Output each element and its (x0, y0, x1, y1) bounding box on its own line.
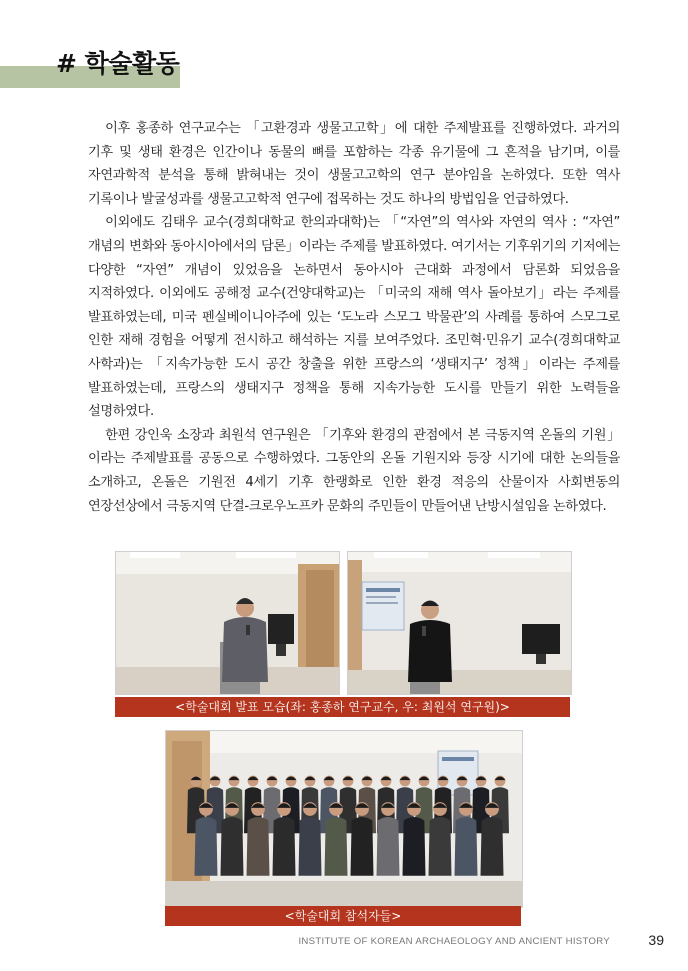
photo-presentation-left (115, 551, 340, 695)
footer-institute-name: INSTITUTE OF KOREAN ARCHAEOLOGY AND ANCIENT HISTORY (298, 936, 610, 947)
paragraph-2: 이외에도 김태우 교수(경희대학교 한의과대학)는 「“자연”의 역사와 자연의 역사 : “자연” 개념의 변화와 동아시아에서의 담론」이라는 주제를 발표하였다. 여기서는 기후위기의 기저에는 다양한 “자연” 개념이 있었음을 논하면서 동아시아 근대화 과정에서 담론화 되었음을 지적하였다. 이외에도 공해정 교수(건양대학교)는 「미국의 재해 역사 돌아보기」라는 주제를 발표하였는데, 미국 펜실베이니아주에 있는 ‘도노라 스모그 박물관’의 사례를 통하여 스모그로 인한 재해 경험을 어떻게 전시하고 해석하는 지를 보여주었다. 조민혁·민유기 교수(경희대학교 사학과)는 「지속가능한 도시 공간 창출을 위한 프랑스의 ‘생태지구’ 정책」이라는 주제를 발표하였는데, 프랑스의 생태지구 정책을 통해 지속가능한 도시를 만들기 위한 노력들을 설명하였다. (88, 215, 620, 420)
paragraph-1: 이후 홍종하 연구교수는 「고환경과 생물고고학」에 대한 주제발표를 진행하였다. 과거의 기후 및 생태 환경은 인간이나 동물의 뼈를 포함하는 각종 유기물에 그 흔적을 남기며, 이를 자연과학적 분석을 통해 밝혀내는 것이 생물고고학의 연구 분야임을 논하였다. 또한 역사 기록이나 발굴성과를 생물고고학적 연구에 접목하는 것도 하나의 방법임을 언급하였다. (88, 121, 620, 207)
caption-attendees: <학술대회 참석자들> (165, 906, 521, 926)
article-body (88, 117, 620, 518)
page-number: 39 (648, 932, 664, 948)
paragraph-3: 한편 강인욱 소장과 최원석 연구원은 「기후와 환경의 관점에서 본 극동지역 온돌의 기원」이라는 주제발표를 공동으로 수행하였다. 그동안의 온돌 기원지와 등장 시기에 대한 논의들을 소개하고, 온돌은 기원전 4세기 기후 한랭화로 인한 환경 적응의 산물이자 사회변동의 연장선상에서 극동지역 단결-크로우노프카 문화의 주민들이 만들어낸 난방시설임을 논하였다. (88, 427, 620, 514)
photo-presentation-right (347, 551, 572, 695)
photo-attendees (165, 730, 523, 908)
section-title: # 학술활동 (56, 49, 180, 78)
caption-presentations: <학술대회 발표 모습(좌: 홍종하 연구교수, 우: 최원석 연구원)> (115, 697, 570, 717)
